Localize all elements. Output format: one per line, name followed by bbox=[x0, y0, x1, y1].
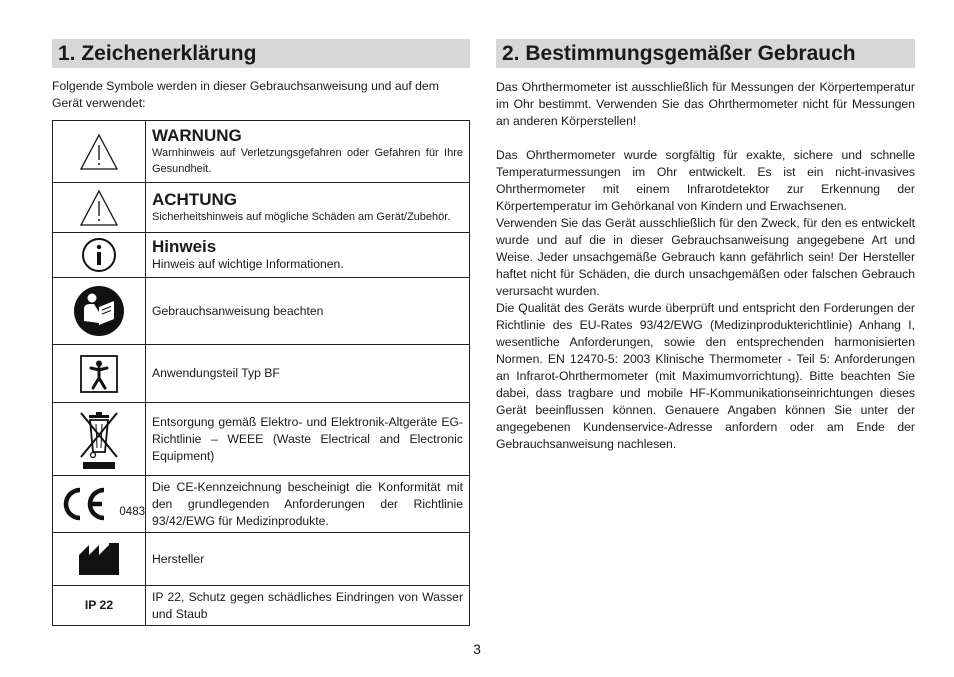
bf-text: Anwendungsteil Typ BF bbox=[146, 345, 470, 403]
table-row-ip bbox=[53, 586, 470, 626]
section-heading-symbols: 1. Zeichenerklärung bbox=[52, 39, 470, 68]
paragraph-1: Das Ohrthermometer ist ausschließlich für Messungen der Körpertemperatur im Ohr bestimmt. Verwenden Sie das Ohrthermometer nicht für Messungen an anderen Körperstellen! bbox=[496, 80, 915, 128]
achtung-text: Sicherheitshinweis auf mögliche Schäden am Gerät/Zubehör. bbox=[152, 211, 451, 223]
table-row-manual bbox=[53, 278, 470, 345]
section-bestimmungsgemaesser-gebrauch bbox=[496, 39, 915, 453]
page-number: 3 bbox=[473, 641, 481, 657]
weee-bin-icon bbox=[53, 407, 145, 471]
paragraph-2: Das Ohrthermometer wurde sorgfältig für exakte, sichere und schnelle Temperaturmessungen im Ohr entwickelt. Es ist ein nicht-invasives Ohrthermometer mit einem Infrarotdetektor zur Erkennung der Körpertemperatur im Gehörkanal von Kindern und Erwachsenen. bbox=[496, 148, 915, 213]
table-row-hinweis bbox=[53, 233, 470, 278]
achtung-title: ACHTUNG bbox=[152, 190, 237, 209]
table-row-warnung bbox=[53, 121, 470, 183]
paragraph-4: Die Qualität des Geräts wurde überprüft und entspricht den Forderungen der Richtlinie des EU-Rates 93/42/EWG (Medizinprodukterichtlinie) Anhang I, wesentliche Anforderungen, sowie den entsprechenden harmonisierten Normen. EN 12470-5: 2003 Klinische Thermometer - Teil 5: Anforderungen an Infrarot-Ohrthermometer (mit Maximumvorrichtung). Bitte beachten Sie dabei, dass tragbare und mobile HF-Kommunikationseinrichtungen dieses Gerät beeinflussen können. Genauere Angaben können Sie unter der angegebenen Kundenservice-Adresse anfordern oder am Ende der Gebrauchsanweisung nachlesen. bbox=[496, 301, 915, 451]
caution-triangle-icon bbox=[53, 189, 145, 227]
paragraph-3: Verwenden Sie das Gerät ausschließlich für den Zweck, für den es entwickelt wurde und auf die in dieser Gebrauchsanweisung angegebene Art und Weise. Jeder unsachgemäße Gebrauch kann gefährlich sein! Der Hersteller haftet nicht für Schäden, die durch unsachgemäßen oder falschen Gebrauch verursacht wurden. bbox=[496, 216, 915, 298]
hinweis-text: Hinweis auf wichtige Informationen. bbox=[152, 257, 344, 271]
manufacturer-text: Hersteller bbox=[146, 533, 470, 586]
section-heading-intended-use: 2. Bestimmungsgemäßer Gebrauch bbox=[496, 39, 915, 68]
symbols-table bbox=[52, 120, 470, 626]
section-zeichenerklaerung bbox=[52, 39, 470, 626]
info-icon bbox=[53, 237, 145, 273]
ip-rating-label: IP 22 bbox=[84, 598, 114, 612]
ip-text: IP 22, Schutz gegen schädliches Eindringen von Wasser und Staub bbox=[146, 586, 470, 626]
manufacturer-factory-icon bbox=[53, 541, 145, 577]
intended-use-body bbox=[496, 79, 915, 453]
ce-mark-icon bbox=[53, 485, 145, 523]
table-row-achtung bbox=[53, 183, 470, 233]
symbols-intro: Folgende Symbole werden in dieser Gebrauchsanweisung und auf dem Gerät verwendet: bbox=[52, 79, 439, 110]
type-bf-icon bbox=[53, 354, 145, 394]
manual-text: Gebrauchsanweisung beachten bbox=[146, 278, 470, 345]
read-manual-icon bbox=[53, 285, 145, 337]
table-row-bf bbox=[53, 345, 470, 403]
warnung-text: Warnhinweis auf Verletzungsgefahren oder Gefahren für Ihre Gesundheit. bbox=[152, 147, 463, 175]
warning-triangle-icon bbox=[53, 133, 145, 171]
hinweis-title: Hinweis bbox=[152, 237, 217, 256]
warnung-title: WARNUNG bbox=[152, 126, 242, 145]
ce-text: Die CE-Kennzeichnung bescheinigt die Konformität mit den grundlegenden Anforderungen der Richtlinie 93/42/EWG für Medizinprodukte. bbox=[146, 476, 470, 533]
ce-number: 0483 bbox=[119, 506, 145, 518]
weee-text: Entsorgung gemäß Elektro- und Elektronik-Altgeräte EG-Richtlinie – WEEE (Waste Electrical and Electronic Equipment) bbox=[146, 403, 470, 476]
table-row-ce bbox=[53, 476, 470, 533]
table-row-weee bbox=[53, 403, 470, 476]
table-row-manufacturer bbox=[53, 533, 470, 586]
